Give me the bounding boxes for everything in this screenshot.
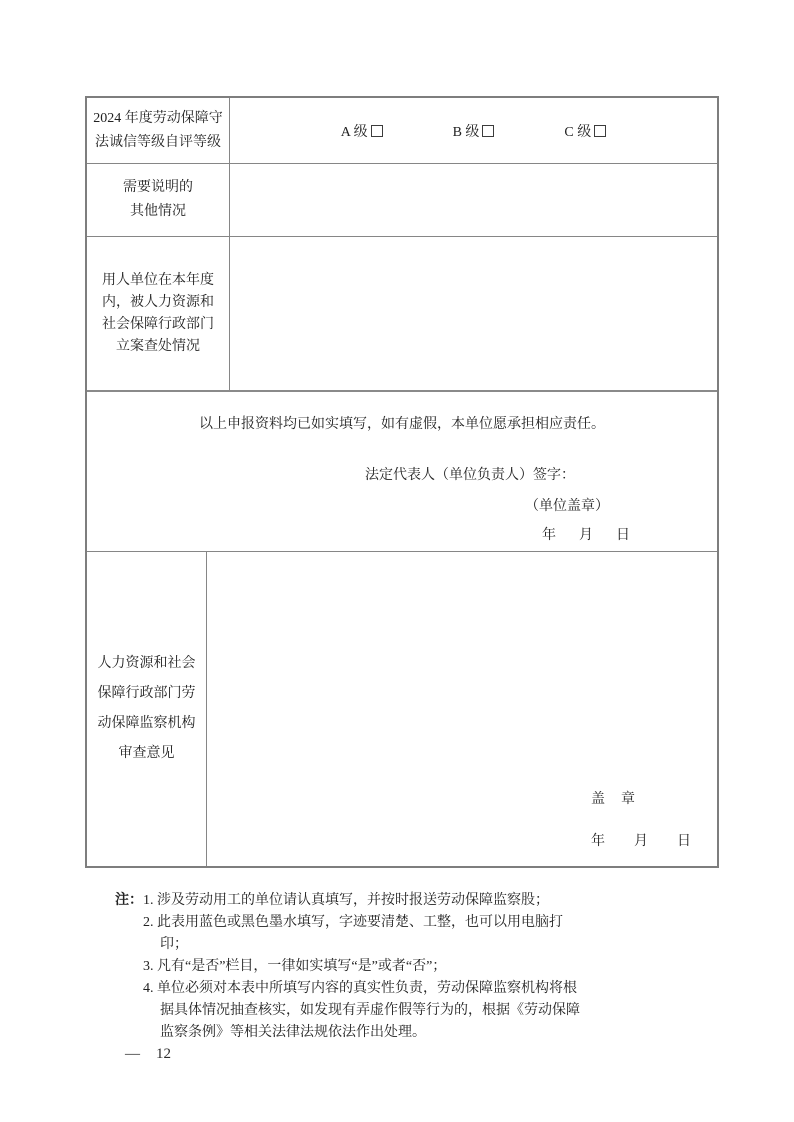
signature-label: 法定代表人（单位负责人）签字： <box>365 468 575 483</box>
grade-a-option <box>341 121 383 141</box>
row-self-rating <box>87 98 717 164</box>
investigation-label-line2: 内，被人力资源和 <box>102 294 214 310</box>
review-label-line4: 审查意见 <box>118 746 175 761</box>
review-date-line <box>591 830 691 850</box>
declaration-date-day: 日 <box>616 528 630 543</box>
grade-a-checkbox-icon[interactable] <box>371 125 383 137</box>
row-investigation <box>87 237 717 392</box>
self-rating-label-cell <box>87 98 230 163</box>
unit-seal-label: （单位盖章） <box>525 499 609 514</box>
grade-b-checkbox-icon[interactable] <box>482 125 494 137</box>
grade-b-label: B 级 <box>452 124 480 140</box>
declaration-date-month: 月 <box>579 528 593 543</box>
review-opinion-cell <box>207 552 717 866</box>
investigation-label-line3: 社会保障行政部门 <box>102 316 214 332</box>
declaration-date-year: 年 <box>542 528 556 543</box>
other-info-label-cell <box>87 164 230 236</box>
self-rating-label-line2: 法诚信等级自评等级 <box>95 134 221 150</box>
other-info-label-line2: 其他情况 <box>130 204 186 219</box>
review-label-cell <box>87 552 207 866</box>
review-seal-label <box>591 788 635 808</box>
labor-security-form-table <box>85 96 719 868</box>
investigation-label-line1: 用人单位在本年度 <box>102 272 214 288</box>
review-seal-char1: 盖 <box>591 792 605 807</box>
notes-label: 注： <box>115 893 143 908</box>
investigation-blank-cell <box>230 237 717 390</box>
row-review-opinion <box>87 552 717 866</box>
grade-c-label: C 级 <box>564 124 592 140</box>
note-item-2: 2. 此表用蓝色或黑色墨水填写，字迹要清楚、工整，也可以用电脑打印； <box>143 915 563 952</box>
declaration-statement: 以上申报资料均已如实填写，如有虚假，本单位愿承担相应责任。 <box>199 417 605 432</box>
review-date-month: 月 <box>634 834 648 849</box>
note-item-4: 4. 单位必须对本表中所填写内容的真实性负责，劳动保障监察机构将根据具体情况抽查核实，如发现有弄虚作假等行为的，根据《劳动保障监察条例》等相关法律法规依法作出处理。 <box>143 981 580 1040</box>
row-other-info <box>87 164 717 237</box>
investigation-label-cell <box>87 237 230 390</box>
notes-section <box>115 890 597 1044</box>
review-label-line2: 保障行政部门劳 <box>97 686 196 701</box>
review-date-day: 日 <box>677 834 691 849</box>
rating-options-cell <box>230 98 717 163</box>
grade-c-checkbox-icon[interactable] <box>594 125 606 137</box>
self-rating-label-line1: 2024 年度劳动保障守 <box>93 110 223 126</box>
review-seal-char2: 章 <box>621 792 635 807</box>
page-number-dash: — <box>125 1046 140 1062</box>
note-item-3: 3. 凡有“是否”栏目，一律如实填写“是”或者“否”； <box>143 959 447 974</box>
other-info-label-line1: 需要说明的 <box>123 180 193 195</box>
grade-b-option <box>453 121 495 141</box>
page-number-value: 12 <box>156 1046 171 1062</box>
other-info-blank-cell <box>230 164 717 236</box>
grade-c-option <box>564 121 606 141</box>
declaration-date-line <box>542 524 630 544</box>
grade-a-label: A 级 <box>340 124 368 140</box>
investigation-label-line4: 立案查处情况 <box>116 338 200 354</box>
page-number <box>125 1046 171 1063</box>
row-declaration <box>87 392 717 552</box>
review-label-line1: 人力资源和社会 <box>97 656 196 671</box>
note-item-1: 1. 涉及劳动用工的单位请认真填写，并按时报送劳动保障监察股； <box>143 893 549 908</box>
review-label-line3: 动保障监察机构 <box>97 716 196 731</box>
review-date-year: 年 <box>591 834 605 849</box>
notes-items <box>143 890 585 1044</box>
